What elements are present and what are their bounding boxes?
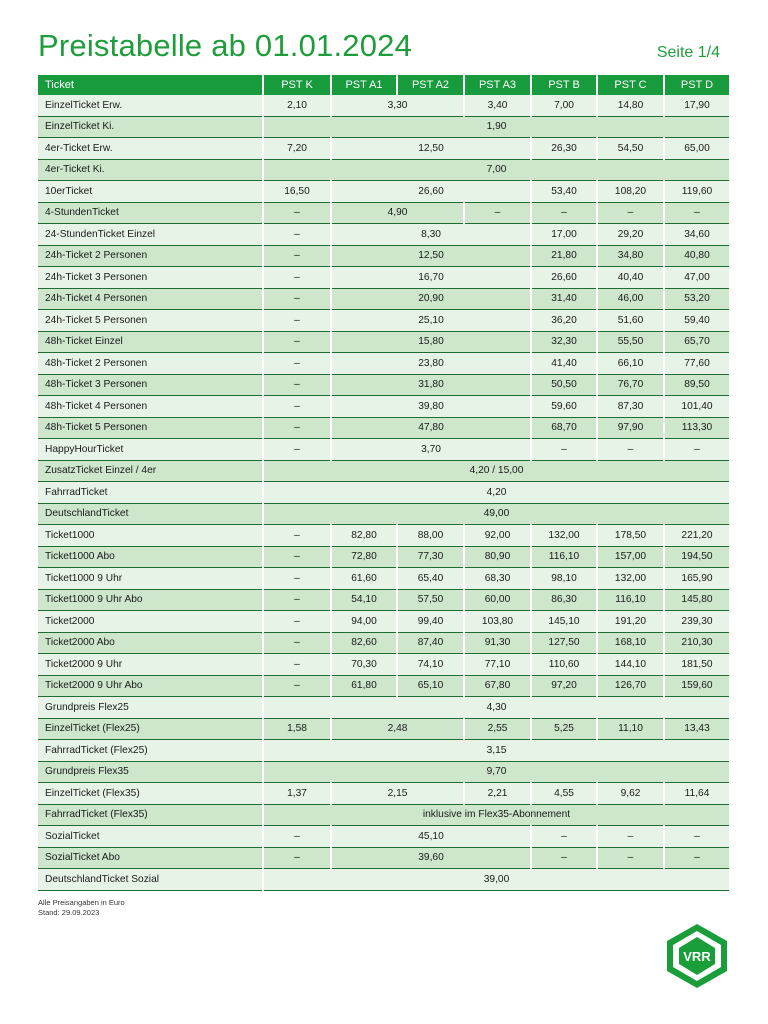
- price-cell: 74,10: [397, 654, 464, 676]
- price-cell: 191,20: [597, 611, 664, 633]
- table-row: [38, 525, 729, 547]
- price-cell: 126,70: [597, 675, 664, 697]
- price-cell: 55,50: [597, 331, 664, 353]
- price-cell: 2,21: [464, 783, 531, 805]
- price-cell: 88,00: [397, 525, 464, 547]
- price-cell: 21,80: [531, 245, 597, 267]
- price-cell: 87,40: [397, 632, 464, 654]
- ticket-name: ZusatzTicket Einzel / 4er: [38, 460, 263, 482]
- table-header-row: [38, 75, 729, 95]
- price-cell: –: [263, 546, 331, 568]
- price-cell: 2,48: [331, 718, 464, 740]
- price-cell: 61,60: [331, 568, 397, 590]
- ticket-name: 48h-Ticket 5 Personen: [38, 417, 263, 439]
- price-cell: 23,80: [331, 353, 531, 375]
- price-cell: –: [263, 589, 331, 611]
- column-header-pst-a1: PST A1: [331, 75, 397, 95]
- price-cell: 116,10: [531, 546, 597, 568]
- price-cell: 159,60: [664, 675, 729, 697]
- price-cell: 51,60: [597, 310, 664, 332]
- table-row: [38, 396, 729, 418]
- price-cell: –: [531, 202, 597, 224]
- price-cell: 39,80: [331, 396, 531, 418]
- price-cell: 26,60: [531, 267, 597, 289]
- page-number: Seite 1/4: [656, 44, 720, 61]
- ticket-name: EinzelTicket Ki.: [38, 116, 263, 138]
- price-cell: –: [464, 202, 531, 224]
- price-cell: 47,80: [331, 417, 531, 439]
- ticket-name: Grundpreis Flex25: [38, 697, 263, 719]
- price-cell: 3,15: [263, 740, 729, 762]
- price-cell: 7,00: [531, 95, 597, 116]
- table-row: [38, 632, 729, 654]
- price-cell: 82,80: [331, 525, 397, 547]
- price-cell: 221,20: [664, 525, 729, 547]
- table-row: [38, 202, 729, 224]
- price-cell: 14,80: [597, 95, 664, 116]
- price-cell: 92,00: [464, 525, 531, 547]
- price-cell: 66,10: [597, 353, 664, 375]
- price-cell: 113,30: [664, 417, 729, 439]
- column-header-pst-d: PST D: [664, 75, 729, 95]
- price-cell: –: [263, 374, 331, 396]
- table-row: [38, 417, 729, 439]
- table-row: [38, 804, 729, 826]
- price-cell: 60,00: [464, 589, 531, 611]
- table-row: [38, 460, 729, 482]
- price-cell: 98,10: [531, 568, 597, 590]
- ticket-name: 4er-Ticket Ki.: [38, 159, 263, 181]
- price-cell: 4,20 / 15,00: [263, 460, 729, 482]
- table-row: [38, 718, 729, 740]
- footnote-currency: Alle Preisangaben in Euro: [38, 898, 125, 907]
- ticket-name: SozialTicket Abo: [38, 847, 263, 869]
- table-row: [38, 288, 729, 310]
- price-cell: 57,50: [397, 589, 464, 611]
- price-cell: 101,40: [664, 396, 729, 418]
- price-cell: 32,30: [531, 331, 597, 353]
- price-table: [38, 75, 729, 891]
- price-cell: 77,60: [664, 353, 729, 375]
- price-cell: 53,40: [531, 181, 597, 203]
- ticket-name: SozialTicket: [38, 826, 263, 848]
- price-cell: 5,25: [531, 718, 597, 740]
- table-row: [38, 439, 729, 461]
- price-cell: 1,58: [263, 718, 331, 740]
- price-cell: 94,00: [331, 611, 397, 633]
- ticket-name: Ticket2000: [38, 611, 263, 633]
- price-cell: –: [263, 202, 331, 224]
- price-cell: –: [263, 331, 331, 353]
- price-cell: 25,10: [331, 310, 531, 332]
- price-cell: 132,00: [531, 525, 597, 547]
- price-cell: –: [263, 245, 331, 267]
- price-cell: 40,40: [597, 267, 664, 289]
- column-header-pst-b: PST B: [531, 75, 597, 95]
- table-row: [38, 353, 729, 375]
- price-cell: 16,50: [263, 181, 331, 203]
- table-row: [38, 697, 729, 719]
- column-header-pst-c: PST C: [597, 75, 664, 95]
- table-row: [38, 847, 729, 869]
- ticket-name: 24h-Ticket 5 Personen: [38, 310, 263, 332]
- table-row: [38, 267, 729, 289]
- price-cell: 12,50: [331, 138, 531, 160]
- price-cell: –: [597, 202, 664, 224]
- price-cell: 145,80: [664, 589, 729, 611]
- ticket-name: 24h-Ticket 3 Personen: [38, 267, 263, 289]
- price-cell: 68,30: [464, 568, 531, 590]
- table-row: [38, 783, 729, 805]
- vrr-logo: [664, 922, 730, 990]
- price-cell: 70,30: [331, 654, 397, 676]
- ticket-name: 48h-Ticket Einzel: [38, 331, 263, 353]
- ticket-name: DeutschlandTicket: [38, 503, 263, 525]
- ticket-name: Ticket1000 9 Uhr: [38, 568, 263, 590]
- price-cell: 15,80: [331, 331, 531, 353]
- price-cell: –: [664, 826, 729, 848]
- price-cell: 2,10: [263, 95, 331, 116]
- table-row: [38, 568, 729, 590]
- ticket-name: 48h-Ticket 4 Personen: [38, 396, 263, 418]
- price-cell: 45,10: [331, 826, 531, 848]
- price-cell: 89,50: [664, 374, 729, 396]
- price-cell: 165,90: [664, 568, 729, 590]
- ticket-name: FahrradTicket (Flex35): [38, 804, 263, 826]
- price-cell: 127,50: [531, 632, 597, 654]
- price-cell: 2,55: [464, 718, 531, 740]
- page-title: Preistabelle ab 01.01.2024: [38, 28, 413, 63]
- ticket-name: 48h-Ticket 2 Personen: [38, 353, 263, 375]
- column-header-pst-k: PST K: [263, 75, 331, 95]
- price-cell: –: [263, 611, 331, 633]
- ticket-name: 24h-Ticket 4 Personen: [38, 288, 263, 310]
- price-cell: 132,00: [597, 568, 664, 590]
- table-row: [38, 761, 729, 783]
- price-cell: 1,90: [263, 116, 729, 138]
- price-cell: 99,40: [397, 611, 464, 633]
- price-cell: –: [263, 288, 331, 310]
- ticket-name: 24h-Ticket 2 Personen: [38, 245, 263, 267]
- price-cell: –: [531, 847, 597, 869]
- ticket-name: Ticket2000 9 Uhr: [38, 654, 263, 676]
- ticket-name: 4er-Ticket Erw.: [38, 138, 263, 160]
- price-cell: 97,20: [531, 675, 597, 697]
- price-cell: 49,00: [263, 503, 729, 525]
- price-cell: –: [263, 396, 331, 418]
- price-cell: 59,40: [664, 310, 729, 332]
- price-cell: 4,20: [263, 482, 729, 504]
- price-cell: 17,90: [664, 95, 729, 116]
- price-cell: 110,60: [531, 654, 597, 676]
- price-cell: 239,30: [664, 611, 729, 633]
- price-cell: 40,80: [664, 245, 729, 267]
- ticket-name: 48h-Ticket 3 Personen: [38, 374, 263, 396]
- price-cell: 87,30: [597, 396, 664, 418]
- price-cell: 77,30: [397, 546, 464, 568]
- price-cell: 86,30: [531, 589, 597, 611]
- price-cell: 61,80: [331, 675, 397, 697]
- price-cell: 7,20: [263, 138, 331, 160]
- price-cell: 8,30: [331, 224, 531, 246]
- column-header-pst-a2: PST A2: [397, 75, 464, 95]
- ticket-name: FahrradTicket (Flex25): [38, 740, 263, 762]
- price-cell: 103,80: [464, 611, 531, 633]
- price-cell: 2,15: [331, 783, 464, 805]
- price-cell: –: [531, 439, 597, 461]
- table-row: [38, 116, 729, 138]
- price-cell: –: [664, 202, 729, 224]
- column-header-ticket: Ticket: [38, 75, 263, 95]
- ticket-name: FahrradTicket: [38, 482, 263, 504]
- price-cell: 9,70: [263, 761, 729, 783]
- price-cell: 29,20: [597, 224, 664, 246]
- price-cell: 31,80: [331, 374, 531, 396]
- price-cell: 50,50: [531, 374, 597, 396]
- price-cell: 76,70: [597, 374, 664, 396]
- price-cell: –: [664, 847, 729, 869]
- price-cell: 34,80: [597, 245, 664, 267]
- price-cell: 11,10: [597, 718, 664, 740]
- price-cell: –: [263, 417, 331, 439]
- ticket-name: Ticket2000 9 Uhr Abo: [38, 675, 263, 697]
- footnote: [38, 898, 125, 917]
- ticket-name: Grundpreis Flex35: [38, 761, 263, 783]
- price-cell: 119,60: [664, 181, 729, 203]
- price-cell: –: [597, 439, 664, 461]
- price-cell: –: [263, 525, 331, 547]
- price-cell: 65,40: [397, 568, 464, 590]
- price-cell: –: [263, 654, 331, 676]
- table-row: [38, 654, 729, 676]
- price-cell: 97,90: [597, 417, 664, 439]
- price-cell: –: [263, 267, 331, 289]
- table-row: [38, 181, 729, 203]
- table-row: [38, 546, 729, 568]
- price-cell: 67,80: [464, 675, 531, 697]
- price-cell: –: [263, 847, 331, 869]
- price-cell: 17,00: [531, 224, 597, 246]
- price-cell: –: [664, 439, 729, 461]
- price-cell: 47,00: [664, 267, 729, 289]
- price-cell: 36,20: [531, 310, 597, 332]
- price-cell: 54,10: [331, 589, 397, 611]
- ticket-name: HappyHourTicket: [38, 439, 263, 461]
- table-row: [38, 482, 729, 504]
- table-row: [38, 589, 729, 611]
- price-cell: 1,37: [263, 783, 331, 805]
- price-cell: –: [263, 310, 331, 332]
- price-cell: 194,50: [664, 546, 729, 568]
- price-cell: 178,50: [597, 525, 664, 547]
- ticket-name: Ticket1000: [38, 525, 263, 547]
- price-cell: 77,10: [464, 654, 531, 676]
- price-cell: 145,10: [531, 611, 597, 633]
- price-cell: 116,10: [597, 589, 664, 611]
- table-row: [38, 374, 729, 396]
- table-row: [38, 675, 729, 697]
- table-row: [38, 159, 729, 181]
- price-cell: 34,60: [664, 224, 729, 246]
- table-row: [38, 503, 729, 525]
- price-cell: 65,00: [664, 138, 729, 160]
- ticket-name: DeutschlandTicket Sozial: [38, 869, 263, 891]
- table-row: [38, 310, 729, 332]
- ticket-name: Ticket1000 9 Uhr Abo: [38, 589, 263, 611]
- table-row: [38, 245, 729, 267]
- ticket-name: EinzelTicket Erw.: [38, 95, 263, 116]
- price-cell: 68,70: [531, 417, 597, 439]
- price-cell: –: [263, 353, 331, 375]
- table-row: [38, 869, 729, 891]
- price-cell: 11,64: [664, 783, 729, 805]
- price-cell: 65,10: [397, 675, 464, 697]
- price-cell: 108,20: [597, 181, 664, 203]
- table-row: [38, 224, 729, 246]
- price-cell: 4,55: [531, 783, 597, 805]
- price-table-body: [38, 95, 729, 890]
- price-cell: 53,20: [664, 288, 729, 310]
- price-cell: 4,90: [331, 202, 464, 224]
- price-cell: 54,50: [597, 138, 664, 160]
- price-cell: 26,30: [531, 138, 597, 160]
- price-cell: –: [263, 675, 331, 697]
- table-row: [38, 331, 729, 353]
- price-cell: –: [263, 224, 331, 246]
- price-cell: 72,80: [331, 546, 397, 568]
- table-row: [38, 138, 729, 160]
- column-header-pst-a3: PST A3: [464, 75, 531, 95]
- price-cell: 13,43: [664, 718, 729, 740]
- price-cell: 3,40: [464, 95, 531, 116]
- ticket-name: Ticket1000 Abo: [38, 546, 263, 568]
- price-cell: –: [597, 847, 664, 869]
- footnote-date: Stand: 29.09.2023: [38, 907, 100, 917]
- price-cell: 181,50: [664, 654, 729, 676]
- vrr-logo-text: VRR: [683, 949, 711, 964]
- price-cell: 9,62: [597, 783, 664, 805]
- price-cell: –: [531, 826, 597, 848]
- price-cell: 41,40: [531, 353, 597, 375]
- price-cell: 3,30: [331, 95, 464, 116]
- price-cell: 16,70: [331, 267, 531, 289]
- price-cell: 4,30: [263, 697, 729, 719]
- price-cell: 39,00: [263, 869, 729, 891]
- price-cell: 39,60: [331, 847, 531, 869]
- price-cell: 3,70: [331, 439, 531, 461]
- price-cell: –: [263, 632, 331, 654]
- price-cell: 168,10: [597, 632, 664, 654]
- table-row: [38, 611, 729, 633]
- price-cell: 210,30: [664, 632, 729, 654]
- price-cell: 31,40: [531, 288, 597, 310]
- price-cell: 144,10: [597, 654, 664, 676]
- ticket-name: 4-StundenTicket: [38, 202, 263, 224]
- price-cell: 91,30: [464, 632, 531, 654]
- ticket-name: EinzelTicket (Flex35): [38, 783, 263, 805]
- ticket-name: 10erTicket: [38, 181, 263, 203]
- price-cell: 59,60: [531, 396, 597, 418]
- price-cell: 80,90: [464, 546, 531, 568]
- price-cell: –: [263, 568, 331, 590]
- price-cell: 46,00: [597, 288, 664, 310]
- ticket-name: Ticket2000 Abo: [38, 632, 263, 654]
- price-cell: inklusive im Flex35-Abonnement: [263, 804, 729, 826]
- price-cell: 65,70: [664, 331, 729, 353]
- price-cell: 20,90: [331, 288, 531, 310]
- price-cell: 12,50: [331, 245, 531, 267]
- price-cell: –: [263, 439, 331, 461]
- price-cell: –: [263, 826, 331, 848]
- ticket-name: 24-StundenTicket Einzel: [38, 224, 263, 246]
- ticket-name: EinzelTicket (Flex25): [38, 718, 263, 740]
- price-cell: 157,00: [597, 546, 664, 568]
- price-cell: 82,60: [331, 632, 397, 654]
- price-cell: 26,60: [331, 181, 531, 203]
- table-row: [38, 95, 729, 116]
- table-row: [38, 740, 729, 762]
- table-row: [38, 826, 729, 848]
- price-cell: –: [597, 826, 664, 848]
- price-cell: 7,00: [263, 159, 729, 181]
